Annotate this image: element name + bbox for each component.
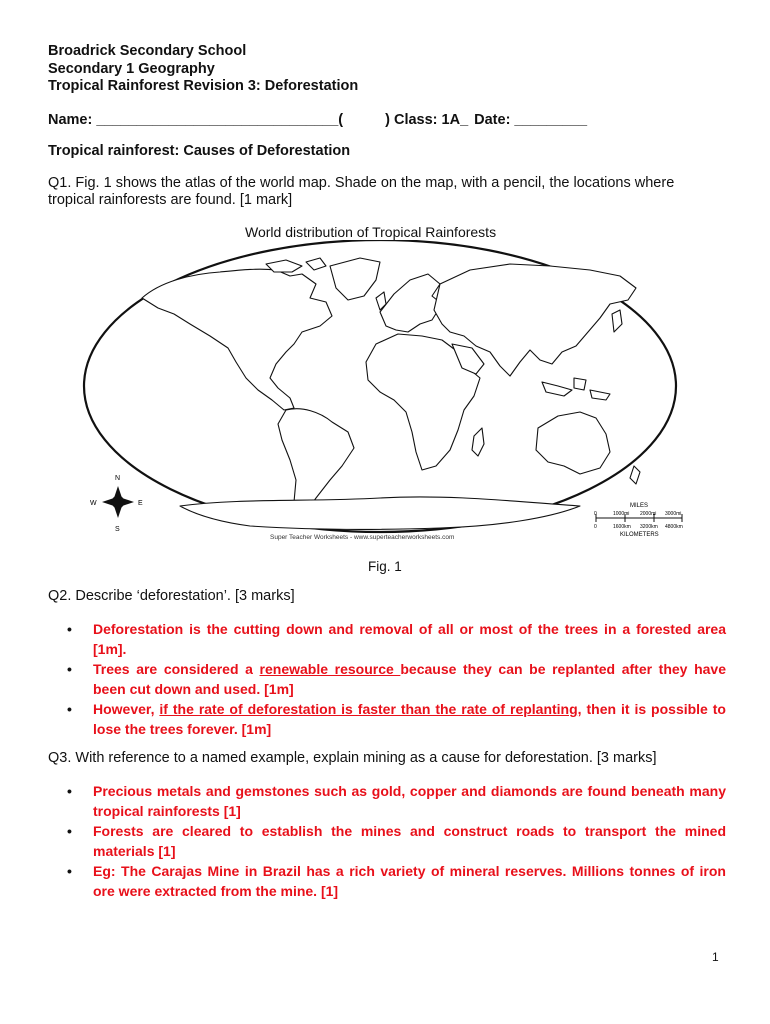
scale-km-3: 4800km [665,524,683,530]
scale-mi-2: 2000mi [640,511,657,517]
scale-mi-1: 1000mi [613,511,630,517]
compass-w: W [90,500,97,507]
name-line [48,112,587,129]
section-title: Tropical rainforest: Causes of Deforestation [48,143,351,159]
page-number: 1 [712,950,719,964]
world-map[interactable] [80,240,700,550]
map-credit: Super Teacher Worksheets - www.superteacherworksheets.com [270,534,455,541]
q3-answer-3: • Eg: The Carajas Mine in Brazil has a rich variety of mineral reserves. Millions tonnes of iron ore were extracted from the mine. [1] [67,863,726,899]
q2-answer-3: • However, if the rate of deforestation is faster than the rate of replanting, then it is possible to lose the trees forever. [1m] [67,701,726,737]
q2-answer-2: • Trees are considered a renewable resource because they can be replanted after they have been cut down and used. [1m] [67,661,726,697]
date-label[interactable]: Date: _________ [474,112,588,128]
q2-question: Q2. Describe ‘deforestation’. [3 marks] [48,588,295,604]
map-title: World distribution of Tropical Rainforests [245,224,497,240]
class-label[interactable]: ) Class: 1A_ [385,112,469,128]
q1-text-line2: tropical rainforests are found. [1 mark] [48,192,293,208]
scale-mi-3: 3000mi [665,511,682,517]
new-zealand-shape [630,466,640,484]
subject-title: Secondary 1 Geography [48,61,215,77]
name-blank[interactable]: ______________________________( [96,112,344,128]
scale-km-label: KILOMETERS [620,532,659,538]
name-label: Name: [48,112,97,128]
scale-km-2: 3200km [640,524,658,530]
q2-answer-1: • Deforestation is the cutting down and removal of all or most of the trees in a forested area [1m]. [67,621,726,657]
q3-question: Q3. With reference to a named example, explain mining as a cause for deforestation. [3 marks] [48,750,657,766]
q3-answer-1: • Precious metals and gemstones such as gold, copper and diamonds are found beneath many tropical rainforests [1] [67,783,726,819]
compass-rose [90,475,143,533]
q1-text-line1: Q1. Fig. 1 shows the atlas of the world map. Shade on the map, with a pencil, the locations where [48,175,675,191]
revision-title: Tropical Rainforest Revision 3: Deforestation [48,78,359,94]
q2-answers [48,619,726,739]
figure-caption: Fig. 1 [368,559,402,574]
school-name: Broadrick Secondary School [48,43,247,59]
q3-answers [48,781,726,901]
scale-km-0: 0 [594,524,597,530]
compass-s: S [115,526,120,533]
compass-n: N [115,475,121,482]
scale-mi-0: 0 [594,511,597,517]
compass-star-icon [102,486,134,518]
map-scale [594,503,683,538]
compass-e: E [138,500,143,507]
antarctica-shape [180,497,580,529]
scale-km-1: 1600km [613,524,631,530]
q3-answer-2: • Forests are cleared to establish the mines and construct roads to transport the mined materials [1] [67,823,726,859]
scale-miles-label: MILES [630,503,649,509]
